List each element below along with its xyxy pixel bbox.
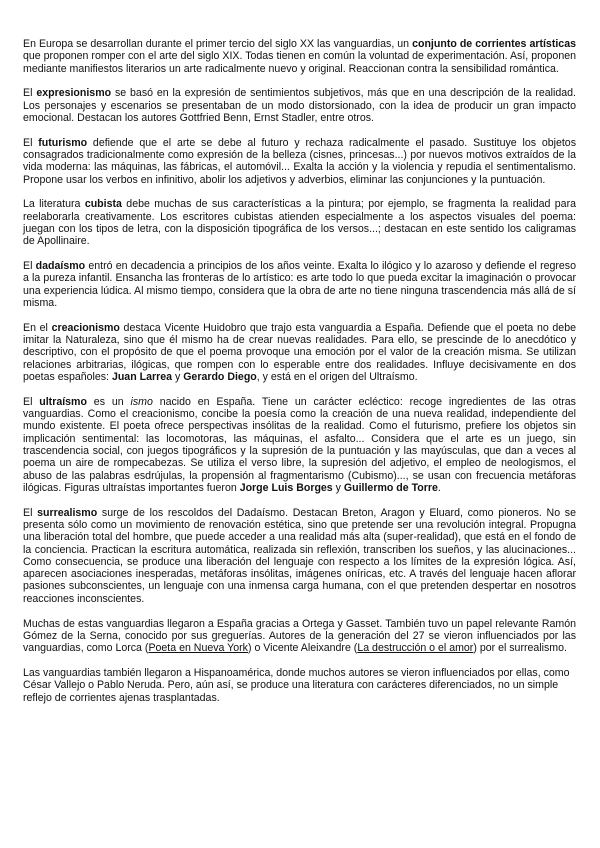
paragraph-hispanoamerica	[23, 667, 576, 704]
paragraph-text: que proponen romper con el arte del siglo XIX. Todas tienen en común la voluntad de experimentación. Así, proponen mediante manifiestos literarios un arte radicalmente nuevo y original. Reaccionan contra la sensibilidad romántica.	[23, 50, 576, 75]
document-body	[23, 38, 576, 704]
paragraph-surrealismo	[23, 507, 576, 605]
paragraph-text: defiende que el arte se debe al futuro y rechaza radicalmente el pasado. Sustituye los objetos consagrados tradicionalmente como expresión de la belleza (cisnes, princesas...) por nuevos motivos extraídos de la vida moderna: las máquinas, las fábricas, el automóvil... Exalta la acción y la violencia y repudia el sentimentalismo. Propone usar los verbos en infinitivo, abolir los adjetivos y adverbios, eliminar las conjunciones y la puntuación.	[23, 136, 576, 186]
bold-term: futurismo	[38, 136, 88, 149]
bold-term: Gerardo Diego	[183, 371, 257, 384]
bold-term: Jorge Luis Borges	[239, 481, 333, 494]
paragraph-text: Muchas de estas vanguardias llegaron a España gracias a Ortega y Gasset. También tuvo un papel relevante Ramón Gómez de la Serna, conocido por sus greguerías. Autores de la generación del 27 se vieron influenciados por las vanguardias, como Lorca (	[23, 617, 576, 655]
paragraph-text: El	[23, 260, 36, 273]
bold-term: conjunto de corrientes artísticas	[412, 38, 576, 50]
bold-term: Juan Larrea	[111, 371, 172, 384]
italic-term: ismo	[130, 395, 153, 408]
bold-term: Guillermo de Torre	[343, 481, 438, 494]
bold-term: ultraísmo	[39, 395, 87, 408]
bold-term: surrealismo	[37, 506, 98, 519]
paragraph-text: , y está en el origen del Ultraísmo.	[256, 371, 418, 384]
paragraph-text: entró en decadencia a principios de los años veinte. Exalta lo ilógico y lo azaroso y defiende el regreso a la pureza infantil. Ensancha las fronteras de lo artístico: es arte todo lo que pueda excitar la imaginación o provocar una experiencia lúdica. Al mismo tiempo, considera que la obra de arte no tiene ninguna trascendencia más allá de sí misma.	[23, 260, 576, 310]
link-text[interactable]: Poeta en Nueva York	[148, 642, 248, 655]
paragraph-text: En el	[23, 321, 52, 334]
paragraph-text: nacido en España. Tiene un carácter ecléctico: recoge ingredientes de las otras vanguardias. Como el creacionismo, concibe la poesía como la creación de una nueva realidad, independiente del mundo existente. El poeta ofrece perspectivas insólitas de la realidad. Como el futurismo, prefiere los objetos sin implicación sentimental: las locomotoras, las máquinas, el asfalto... Considera que el arte es un juego, sin trascendencia social, con juegos tipográficos y la supresión de la puntuación y las mayúsculas, que dan a veces al poema un aire de rompecabezas. Se utiliza el verso libre, la supresión del adjetivo, el empleo de neologismos, el abuso de las palabras esdrújulas, la propensión al fragmentarismo (Cubismo)..., se usan con frecuencia metáforas ilógicas. Figuras ultraístas importantes fueron	[23, 395, 576, 494]
paragraph-text: El	[23, 136, 39, 149]
paragraph-futurismo	[23, 137, 576, 186]
paragraph-expresionismo	[23, 87, 576, 124]
paragraph-ultraismo	[23, 396, 576, 494]
paragraph-text: El	[23, 506, 38, 519]
bold-term: dadaísmo	[35, 260, 86, 273]
paragraph-text: destaca Vicente Huidobro que trajo esta vanguardia a España. Defiende que el poeta no debe imitar la Naturaleza, sino que él mismo ha de crear nuevas realidades. Para ello, se prescinde de lo anecdótico y descriptivo, con el propósito de que el poema provoque una emoción por el valor de la creación misma. Se utilizan relaciones arbitrarias, ilógicas, que rompen con lo esperable entre dos realidades. Influye decisivamente en dos poetas españoles:	[23, 321, 576, 384]
paragraph-espana	[23, 618, 576, 655]
paragraph-text: y	[332, 481, 344, 494]
bold-term: expresionismo	[36, 87, 112, 100]
paragraph-text: debe muchas de sus características a la pintura; por ejemplo, se fragmenta la realidad para reelaborarla creativamente. Los escritores cubistas atienden especialmente a los aspectos visuales del poema: juegan con los tipos de letra, con la disposición tipográfica de los versos...; destacan en este sentido los caligramas de Apollinaire.	[23, 198, 576, 248]
paragraph-text: ) por el surrealismo.	[473, 642, 567, 655]
paragraph-text: El	[23, 395, 40, 408]
paragraph-text: es un	[86, 395, 131, 408]
paragraph-text: El	[23, 87, 37, 100]
document-page	[23, 38, 576, 716]
paragraph-text: En Europa se desarrollan durante el primer tercio del siglo XX las vanguardias, un	[23, 38, 413, 50]
link-text[interactable]: La destrucción o el amor	[357, 642, 474, 655]
paragraph-intro	[23, 38, 576, 75]
paragraph-creacionismo	[23, 322, 576, 383]
bold-term: cubista	[84, 198, 122, 211]
paragraph-text: y	[172, 371, 184, 384]
paragraph-text: ) o Vicente Aleixandre (	[247, 642, 358, 655]
paragraph-text: surge de los rescoldos del Dadaísmo. Destacan Breton, Aragon y Eluard, como pioneros. No se presenta sólo como un movimiento de renovación estética, sino que pretende ser una revolución integral. Propugna una liberación total del hombre, que puede acceder a una realidad más alta (super-realidad), que está en el fondo de la conciencia. Practican la escritura automática, realizada sin reflexión, transcriben los sueños, y las alucinaciones... Como consecuencia, se produce una liberación del lenguaje con respecto a los límites de la expresión lógica. Así, aparecen asociaciones inesperadas, metáforas insólitas, imágenes oníricas, etc. A través del lenguaje hacen aflorar pasiones subconscientes, un lenguaje con una inmensa carga humana, con el que pretenden despertar en nosotros reacciones inconscientes.	[23, 506, 576, 605]
paragraph-dadaismo	[23, 260, 576, 309]
paragraph-text: .	[437, 481, 441, 494]
paragraph-text: La literatura	[23, 198, 85, 211]
bold-term: creacionismo	[51, 321, 120, 334]
paragraph-text: Las vanguardias también llegaron a Hispanoamérica, donde muchos autores se vieron influenciados por ellas, como César Vallejo o Pablo Neruda. Pero, aún así, se produce una literatura con carácteres diferenciados, no un simple reflejo de corrientes ajenas trasplantadas.	[23, 666, 570, 704]
paragraph-cubismo	[23, 198, 576, 247]
paragraph-text: se basó en la expresión de sentimientos subjetivos, más que en una descripción de la realidad. Los personajes y escenarios se presentaban de un modo distorsionado, con la idea de producir un gran impacto emocional. Destacan los autores Gottfried Benn, Ernst Stadler, entre otros.	[23, 87, 576, 124]
